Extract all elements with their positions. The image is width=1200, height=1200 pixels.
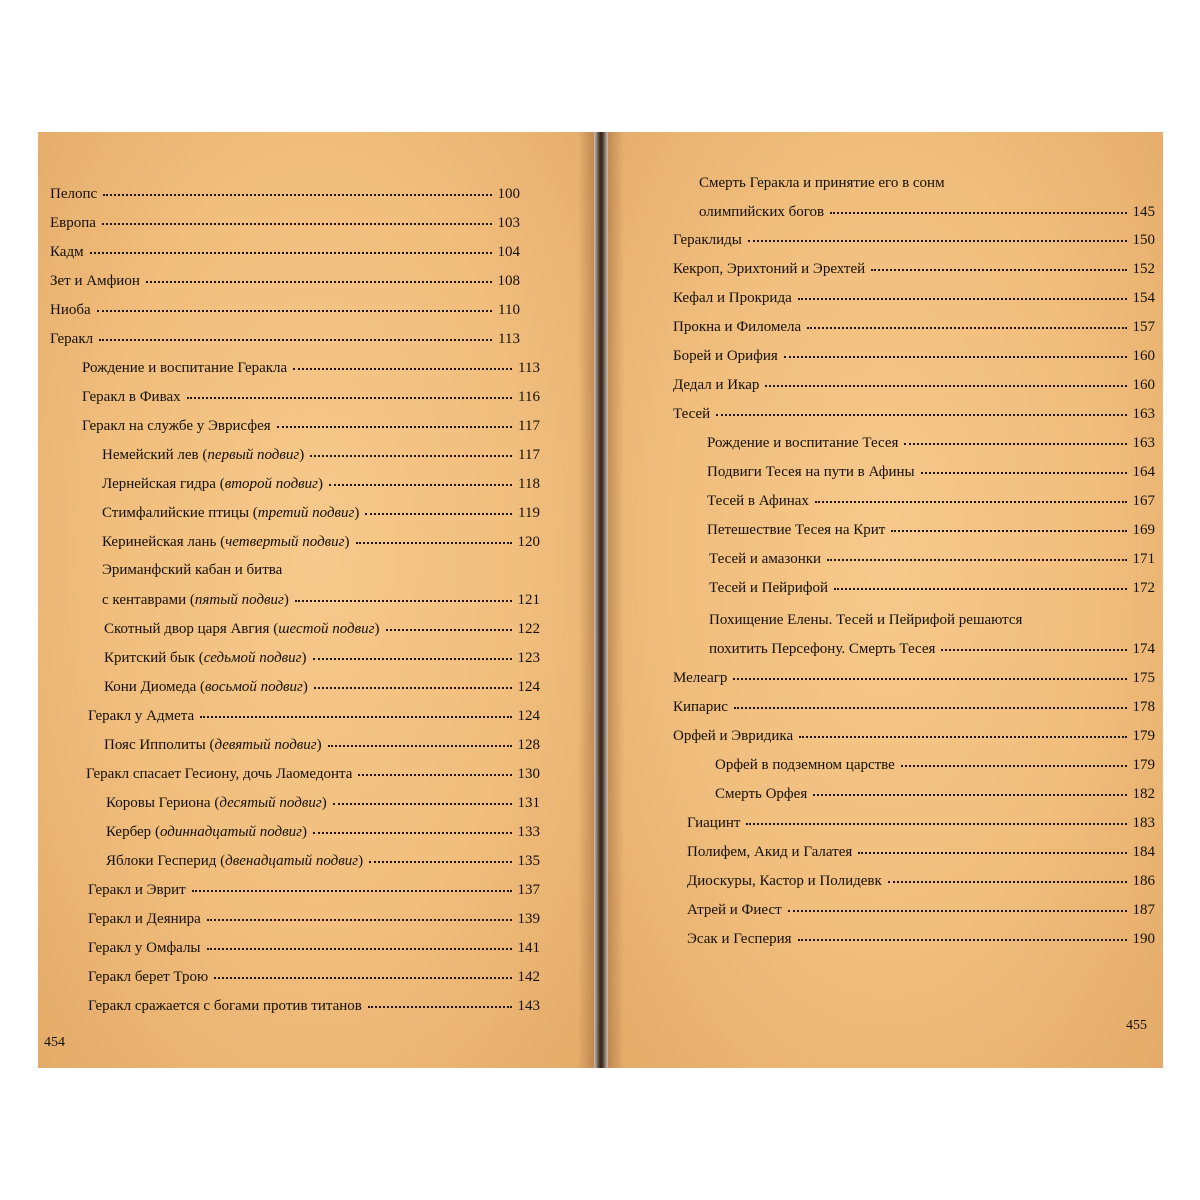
toc-entry-page-number: 100 — [497, 186, 520, 202]
toc-entry — [673, 376, 1155, 394]
toc-entry-title: Керинейская лань (четвертый подвиг) — [102, 534, 350, 550]
toc-entry-note: одиннадцатый подвиг — [159, 824, 302, 840]
book-gutter — [578, 132, 624, 1068]
toc-entry-text: Кипарис — [673, 699, 728, 715]
dot-leader — [716, 410, 1126, 416]
toc-entry-page-number: 130 — [517, 766, 540, 782]
dot-leader — [904, 439, 1126, 445]
toc-entry-title — [86, 765, 352, 783]
toc-entry-note: десятый подвиг — [219, 795, 322, 811]
toc-entry — [699, 175, 945, 192]
toc-entry — [88, 910, 540, 928]
toc-entry-page-number: 124 — [517, 679, 540, 695]
toc-entry-title — [709, 612, 1022, 628]
toc-entry-text: Геракл спасает Гесиону, дочь Лаомедонта — [86, 766, 353, 782]
toc-entry-note: пятый подвиг — [194, 592, 284, 608]
toc-entry — [687, 930, 1155, 948]
toc-entry — [687, 872, 1155, 890]
toc-entry-text: Борей и Орифия — [673, 348, 778, 364]
toc-entry-text: Зет и Амфион — [50, 273, 140, 289]
toc-entry-text: Смерть Геракла и принятие его в сонм — [699, 175, 945, 191]
toc-entry — [707, 492, 1155, 510]
dot-leader — [99, 335, 492, 341]
dot-leader — [333, 799, 512, 805]
dot-leader — [293, 364, 512, 370]
toc-entry-page-number: 137 — [517, 882, 540, 898]
toc-entry — [102, 591, 540, 609]
toc-entry-page-number: 179 — [1132, 728, 1155, 744]
dot-leader — [192, 886, 512, 892]
toc-entry-title — [709, 640, 935, 658]
toc-entry — [82, 359, 540, 377]
toc-entry — [102, 533, 540, 551]
dot-leader — [277, 422, 512, 428]
toc-entry-text: Коровы Гериона — [106, 795, 211, 811]
toc-entry-text: Геракл у Омфалы — [88, 940, 201, 956]
dot-leader — [97, 306, 492, 312]
toc-entry-title — [673, 698, 728, 716]
toc-entry-text: Кони Диомеда — [104, 679, 197, 695]
toc-entry-title — [715, 785, 807, 803]
toc-entry — [715, 785, 1155, 803]
toc-entry-title — [50, 301, 91, 319]
toc-entry — [50, 301, 520, 319]
toc-entry-page-number: 187 — [1132, 902, 1155, 918]
dot-leader — [328, 741, 512, 747]
toc-entry-title — [707, 492, 809, 510]
dot-leader — [733, 674, 1126, 680]
toc-entry-page-number: 152 — [1132, 261, 1155, 277]
toc-entry-page-number: 150 — [1132, 232, 1155, 248]
toc-entry-title — [88, 997, 362, 1015]
dot-leader — [734, 703, 1127, 709]
toc-entry-page-number: 117 — [518, 447, 540, 463]
toc-entry-title — [709, 550, 821, 568]
toc-entry-text: Эриманфский кабан и битва — [102, 562, 283, 578]
toc-entry-title: Пояс Ипполиты (девятый подвиг) — [104, 737, 322, 753]
dot-leader — [941, 645, 1126, 651]
toc-entry — [86, 765, 540, 783]
toc-entry — [88, 707, 540, 725]
toc-entry-text: Похищение Елены. Тесей и Пейрифой решаются — [709, 612, 1023, 628]
dot-leader — [748, 236, 1127, 242]
toc-entry — [102, 504, 540, 522]
toc-entry — [673, 347, 1155, 365]
dot-leader — [90, 248, 492, 254]
toc-entry-title — [50, 330, 93, 348]
toc-entry-text: Дедал и Икар — [673, 377, 760, 393]
toc-entry-text: Лернейская гидра — [102, 476, 216, 492]
dot-leader — [310, 451, 512, 457]
toc-entry-page-number: 113 — [518, 360, 540, 376]
dot-leader — [214, 973, 511, 979]
toc-entry — [709, 612, 1022, 629]
toc-entry-page-number: 154 — [1132, 290, 1155, 306]
open-book — [38, 132, 1163, 1068]
toc-entry — [673, 318, 1155, 336]
toc-entry-page-number: 113 — [498, 331, 520, 347]
toc-entry — [88, 939, 540, 957]
toc-entry-text: Геракл и Деянира — [88, 911, 201, 927]
toc-entry-note: четвертый подвиг — [225, 534, 345, 550]
toc-entry-page-number: 110 — [498, 302, 520, 318]
toc-entry-page-number: 178 — [1132, 699, 1155, 715]
toc-entry-page-number: 122 — [517, 621, 540, 637]
dot-leader — [368, 1002, 512, 1008]
toc-entry-title — [88, 910, 201, 928]
dot-leader — [834, 584, 1127, 590]
toc-entry — [687, 814, 1155, 832]
toc-entry — [673, 405, 1155, 423]
toc-entry-title: Лернейская гидра (второй подвиг) — [102, 476, 324, 492]
dot-leader — [799, 732, 1126, 738]
dot-leader — [798, 935, 1127, 941]
toc-entry-title: Скотный двор царя Авгия (шестой подвиг) — [104, 621, 380, 637]
toc-entry-page-number: 145 — [1132, 204, 1155, 220]
toc-entry-text: Орфей в подземном царстве — [715, 757, 895, 773]
toc-entry-title — [687, 872, 882, 890]
dot-leader — [207, 944, 512, 950]
toc-entry — [699, 203, 1155, 221]
dot-leader — [365, 509, 512, 515]
toc-entry-title — [102, 562, 282, 578]
toc-entry-text: Гераклиды — [673, 232, 742, 248]
toc-entry-text: Тесей и Пейрифой — [709, 580, 828, 596]
toc-entry-note: двенадцатый подвиг — [225, 853, 359, 869]
toc-entry-page-number: 139 — [517, 911, 540, 927]
toc-entry-title — [82, 388, 181, 406]
toc-entry-text: Рождение и воспитание Геракла — [82, 360, 288, 376]
toc-entry-text: олимпийских богов — [699, 204, 825, 220]
toc-entry — [104, 736, 540, 754]
toc-entry — [50, 214, 520, 232]
toc-entry-title — [50, 185, 97, 203]
dot-leader — [207, 915, 512, 921]
toc-entry-text: Критский бык — [104, 650, 196, 666]
toc-entry-text: Геракл сражается с богами против титанов — [88, 998, 362, 1014]
toc-entry-page-number: 104 — [497, 244, 520, 260]
toc-entry-title — [709, 579, 828, 597]
toc-entry-title — [88, 881, 186, 899]
toc-entry-title — [673, 727, 793, 745]
toc-entry-title — [673, 347, 778, 365]
dot-leader — [102, 219, 492, 225]
dot-leader — [295, 596, 512, 602]
toc-entry — [673, 727, 1155, 745]
toc-entry-title — [687, 814, 740, 832]
dot-leader — [356, 538, 512, 544]
toc-entry — [82, 417, 540, 435]
toc-entry-page-number: 160 — [1132, 348, 1155, 364]
toc-entry-text: Кербер — [106, 824, 152, 840]
toc-entry-note: третий подвиг — [257, 505, 355, 521]
toc-entry-title: Критский бык (седьмой подвиг) — [104, 650, 307, 666]
toc-entry-text: Диоскуры, Кастор и Полидевк — [687, 873, 882, 889]
toc-entry-text: Петешествие Тесея на Крит — [707, 522, 886, 538]
toc-entry-text: Тесей в Афинах — [707, 493, 809, 509]
toc-entry-page-number: 128 — [517, 737, 540, 753]
toc-entry — [715, 756, 1155, 774]
dot-leader — [921, 468, 1127, 474]
toc-entry-page-number: 169 — [1132, 522, 1155, 538]
toc-entry-text: Пелопс — [50, 186, 98, 202]
toc-entry-page-number: 133 — [517, 824, 540, 840]
toc-entry-text: Геракл и Эврит — [88, 882, 186, 898]
toc-entry-text: Орфей и Эвридика — [673, 728, 794, 744]
toc-entry-title — [687, 901, 782, 919]
dot-leader — [313, 828, 512, 834]
toc-entry-text: Кекроп, Эрихтоний и Эрехтей — [673, 261, 866, 277]
toc-entry — [88, 881, 540, 899]
toc-entry-page-number: 124 — [517, 708, 540, 724]
toc-entry-page-number: 183 — [1132, 815, 1155, 831]
dot-leader — [314, 683, 512, 689]
toc-entry — [50, 330, 520, 348]
toc-entry-text: Геракл на службе у Эврисфея — [82, 418, 271, 434]
toc-entry-page-number: 163 — [1132, 435, 1155, 451]
toc-entry-text: Геракл берет Трою — [88, 969, 209, 985]
toc-entry — [50, 243, 520, 261]
toc-entry-text: похитить Персефону. Смерть Тесея — [709, 641, 936, 657]
toc-entry-page-number: 123 — [517, 650, 540, 666]
toc-entry-page-number: 119 — [518, 505, 540, 521]
toc-entry — [104, 678, 540, 696]
toc-entry-title — [673, 231, 742, 249]
toc-entry-note: восьмой подвиг — [205, 679, 303, 695]
toc-entry-title — [715, 756, 895, 774]
toc-entry — [673, 698, 1155, 716]
dot-leader — [103, 190, 491, 196]
toc-entry-title — [88, 968, 208, 986]
toc-entry-title: с кентаврами (пятый подвиг) — [102, 592, 289, 608]
left-page-number: 454 — [44, 1035, 65, 1050]
toc-entry — [673, 669, 1155, 687]
right-page — [608, 132, 1163, 1068]
dot-leader — [386, 625, 512, 631]
toc-entry-title — [50, 214, 96, 232]
dot-leader — [830, 208, 1126, 214]
toc-entry — [102, 562, 282, 579]
toc-entry-title: Яблоки Гесперид (двенадцатый подвиг) — [106, 853, 364, 869]
toc-entry-title — [687, 843, 852, 861]
toc-entry-page-number: 143 — [517, 998, 540, 1014]
dot-leader — [746, 819, 1126, 825]
dot-leader — [871, 265, 1126, 271]
dot-leader — [358, 770, 511, 776]
toc-entry — [707, 521, 1155, 539]
dot-leader — [827, 555, 1126, 561]
toc-entry-note: седьмой подвиг — [203, 650, 302, 666]
toc-entry-text: Тесей — [673, 406, 711, 422]
dot-leader — [807, 323, 1126, 329]
toc-entry-title — [707, 434, 898, 452]
dot-leader — [146, 277, 492, 283]
toc-entry-note: шестой подвиг — [278, 621, 375, 637]
toc-entry-text: Геракл у Адмета — [88, 708, 195, 724]
toc-entry — [673, 260, 1155, 278]
toc-entry — [687, 843, 1155, 861]
dot-leader — [858, 848, 1126, 854]
toc-entry-page-number: 167 — [1132, 493, 1155, 509]
toc-entry-page-number: 163 — [1132, 406, 1155, 422]
toc-entry-text: Скотный двор царя Авгия — [104, 621, 270, 637]
toc-entry-title — [699, 175, 945, 191]
toc-entry — [102, 446, 540, 464]
toc-entry-title — [88, 939, 201, 957]
dot-leader — [798, 294, 1127, 300]
dot-leader — [313, 654, 512, 660]
toc-entry-note: второй подвиг — [224, 476, 319, 492]
toc-entry-text: Кадм — [50, 244, 84, 260]
toc-entry-page-number: 108 — [497, 273, 520, 289]
toc-entry-title — [673, 376, 759, 394]
toc-entry-title: Коровы Гериона (десятый подвиг) — [106, 795, 327, 811]
toc-entry-page-number: 179 — [1132, 757, 1155, 773]
toc-entry-text: Ниоба — [50, 302, 91, 318]
toc-entry-page-number: 175 — [1132, 670, 1155, 686]
toc-entry — [102, 475, 540, 493]
toc-entry-page-number: 172 — [1132, 580, 1155, 596]
toc-entry — [104, 649, 540, 667]
dot-leader — [815, 497, 1127, 503]
toc-entry — [673, 231, 1155, 249]
toc-entry-text: Гиацинт — [687, 815, 741, 831]
toc-entry-page-number: 141 — [517, 940, 540, 956]
toc-entry-title: Немейский лев (первый подвиг) — [102, 447, 305, 463]
toc-entry-page-number: 190 — [1132, 931, 1155, 947]
toc-entry-title — [82, 359, 287, 377]
toc-entry — [709, 550, 1155, 568]
toc-entry-page-number: 174 — [1132, 641, 1155, 657]
toc-entry-page-number: 121 — [517, 592, 540, 608]
toc-entry-text: Европа — [50, 215, 96, 231]
toc-entry-text: Геракл в Фивах — [82, 389, 181, 405]
toc-entry-text: Рождение и воспитание Тесея — [707, 435, 899, 451]
dot-leader — [788, 906, 1127, 912]
toc-entry-text: Стимфалийские птицы — [102, 505, 250, 521]
toc-entry-page-number: 160 — [1132, 377, 1155, 393]
toc-entry — [709, 579, 1155, 597]
toc-entry-text: Пояс Ипполиты — [104, 737, 206, 753]
toc-entry-page-number: 157 — [1132, 319, 1155, 335]
toc-entry-title — [673, 405, 710, 423]
dot-leader — [901, 761, 1127, 767]
dot-leader — [369, 857, 511, 863]
toc-entry-page-number: 171 — [1132, 551, 1155, 567]
toc-entry-page-number: 184 — [1132, 844, 1155, 860]
toc-entry-page-number: 164 — [1132, 464, 1155, 480]
toc-entry-text: Эсак и Гесперия — [687, 931, 792, 947]
toc-entry-note: девятый подвиг — [214, 737, 317, 753]
toc-entry-text: Яблоки Гесперид — [106, 853, 217, 869]
toc-entry-title — [707, 463, 915, 481]
dot-leader — [891, 526, 1126, 532]
toc-entry-title — [82, 417, 271, 435]
toc-entry-title — [673, 318, 801, 336]
toc-entry-text: Немейский лев — [102, 447, 199, 463]
toc-entry-text: Тесей и амазонки — [709, 551, 822, 567]
toc-entry-text: Подвиги Тесея на пути в Афины — [707, 464, 915, 480]
toc-entry — [687, 901, 1155, 919]
toc-entry-title — [50, 272, 140, 290]
toc-entry-page-number: 103 — [497, 215, 520, 231]
toc-entry-note: первый подвиг — [207, 447, 300, 463]
dot-leader — [888, 877, 1127, 883]
dot-leader — [813, 790, 1126, 796]
toc-entry — [106, 794, 540, 812]
toc-entry — [50, 272, 520, 290]
toc-entry-page-number: 117 — [518, 418, 540, 434]
toc-entry-title — [88, 707, 194, 725]
toc-entry-title: Кони Диомеда (восьмой подвиг) — [104, 679, 308, 695]
toc-entry-page-number: 118 — [518, 476, 540, 492]
toc-entry-text: Смерть Орфея — [715, 786, 808, 802]
toc-entry-title — [707, 521, 885, 539]
toc-entry — [82, 388, 540, 406]
toc-entry — [104, 620, 540, 638]
toc-entry — [673, 289, 1155, 307]
toc-entry-text: Прокна и Филомела — [673, 319, 802, 335]
toc-entry-page-number: 120 — [517, 534, 540, 550]
toc-entry-title — [673, 669, 727, 687]
toc-entry-page-number: 116 — [518, 389, 540, 405]
dot-leader — [187, 393, 512, 399]
dot-leader — [329, 480, 512, 486]
toc-entry-title: Кербер (одиннадцатый подвиг) — [106, 824, 307, 840]
toc-entry — [707, 434, 1155, 452]
toc-entry-title — [673, 289, 792, 307]
toc-entry-page-number: 135 — [517, 853, 540, 869]
left-page — [38, 132, 594, 1068]
toc-entry — [88, 997, 540, 1015]
toc-entry-title — [50, 243, 84, 261]
toc-entry-title — [673, 260, 865, 278]
toc-entry — [50, 185, 520, 203]
toc-entry-text: Геракл — [50, 331, 94, 347]
toc-entry-text: Атрей и Фиест — [687, 902, 782, 918]
toc-entry — [707, 463, 1155, 481]
toc-entry — [88, 968, 540, 986]
toc-entry-text: Мелеагр — [673, 670, 728, 686]
toc-entry-text: Полифем, Акид и Галатея — [687, 844, 853, 860]
toc-entry-title: Стимфалийские птицы (третий подвиг) — [102, 505, 360, 521]
toc-entry-page-number: 142 — [517, 969, 540, 985]
toc-entry-page-number: 182 — [1132, 786, 1155, 802]
toc-entry-text: Керинейская лань — [102, 534, 217, 550]
dot-leader — [765, 381, 1126, 387]
dot-leader — [200, 712, 511, 718]
dot-leader — [784, 352, 1127, 358]
toc-entry-text: Кефал и Прокрида — [673, 290, 792, 306]
toc-entry-title — [687, 930, 792, 948]
toc-entry-text: с кентаврами — [102, 592, 187, 608]
toc-entry — [106, 823, 540, 841]
toc-entry — [106, 852, 540, 870]
toc-entry — [709, 640, 1155, 658]
toc-entry-page-number: 131 — [517, 795, 540, 811]
toc-entry-title — [699, 203, 824, 221]
toc-entry-page-number: 186 — [1132, 873, 1155, 889]
right-page-number: 455 — [1126, 1018, 1147, 1033]
